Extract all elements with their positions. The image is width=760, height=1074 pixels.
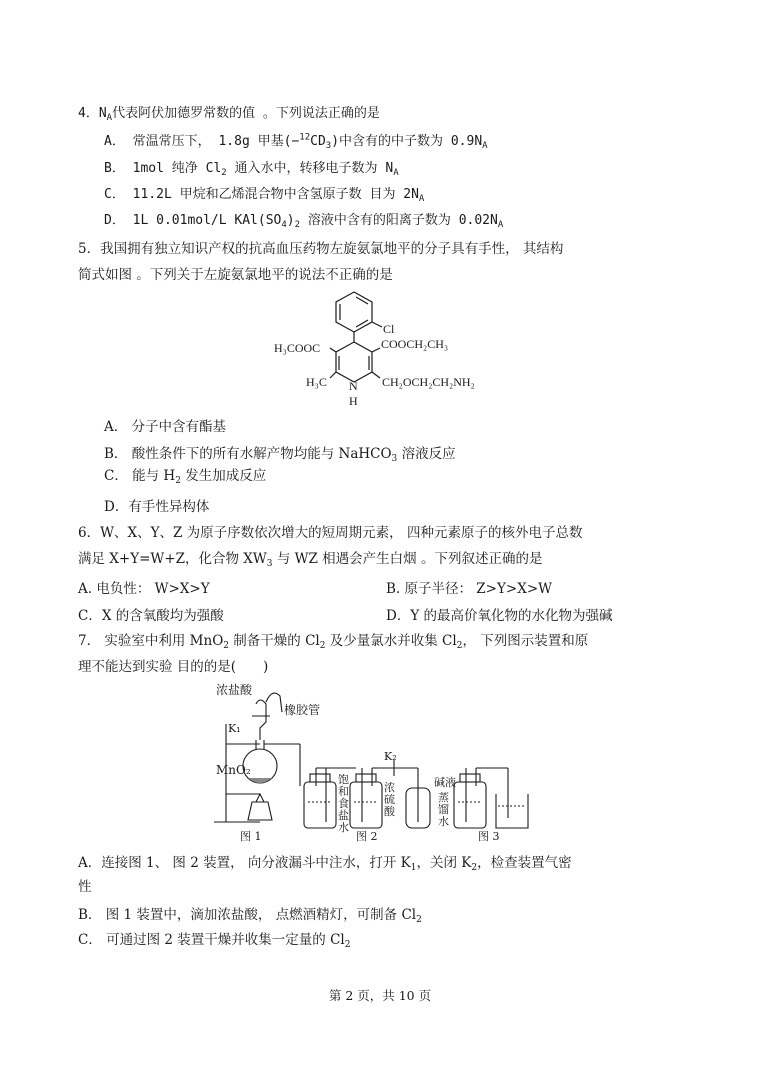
alkali-beaker [496, 794, 528, 828]
bottle-distilled-water [454, 782, 486, 828]
dihydropyridine-ring [336, 342, 372, 382]
rubber-tube-label: 橡胶管 [284, 703, 321, 717]
q4-stem: 4．$N_A$代表阿伏加德罗常数的值 。下列说法正确的是 [78, 106, 380, 123]
cl-bond [372, 322, 382, 327]
q4-option-b: B． 1mol 纯净 $Cl_2$ 通入水中，转移电子数为 $N_A$ [104, 161, 399, 178]
conc-sulfuric-label: 浓硫酸 [384, 782, 395, 818]
alkali-label: 碱液 [434, 776, 456, 789]
apparatus-figure [208, 682, 548, 846]
q6-option-d: D．Y 的最高价氧化物的水化物为强碱 [386, 608, 613, 624]
q6-option-b: B. 原子半径： Z>Y>X>W [386, 581, 553, 597]
bottle-saturated-salt [304, 782, 336, 828]
saturated-salt-label: 饱和食盐水 [338, 774, 349, 834]
q5-option-c: C． 能与 $H_2$ 发生加成反应 [104, 468, 267, 486]
q7-option-c: C． 可通过图 2 装置干燥并收集一定量的 $Cl_2$ [78, 932, 351, 950]
left-ester-label: H₃COOC [274, 341, 321, 355]
conc-hcl-label: 浓盐酸 [216, 683, 253, 697]
right-ester-label: COOCH₂CH₃ [381, 337, 449, 351]
q5-stem-line1: 5．我国拥有独立知识产权的抗高血压药物左旋氨氯地平的分子具有手性， 其结构 [78, 241, 564, 257]
distilled-water-label: 蒸馏水 [438, 792, 449, 828]
n-label: N [349, 379, 358, 393]
q4-option-c: C． 11.2L 甲烷和乙烯混合物中含氢原子数 目为 $2N_A$ [104, 187, 425, 204]
alcohol-lamp [248, 802, 272, 820]
mno2-label: MnO₂ [216, 763, 251, 777]
q4-option-a: A． 常温常压下， 1.8g 甲基$(-^{12}CD_3)$中含有的中子数为 $0.9N_A$ [104, 132, 488, 151]
h-label: H [349, 394, 358, 408]
separatory-funnel [256, 700, 266, 740]
q7-stem-line1: 7． 实验室中利用 MnO$_2$ 制备干燥的 $Cl_2$ 及少量氯水并收集 $Cl_2$， 下列图示装置和原 [78, 633, 589, 651]
q5-option-a: A． 分子中含有酯基 [104, 419, 227, 435]
q5-option-b: B． 酸性条件下的所有水解产物均能与 NaHCO$_3$ 溶液反应 [104, 446, 456, 464]
q7-option-a-line2: 性 [78, 879, 92, 895]
q7-option-b: B． 图 1 装置中，滴加浓盐酸， 点燃酒精灯，可制备 $Cl_2$ [78, 907, 422, 925]
benzene-ring [336, 292, 372, 332]
side-chain-label: CH₂OCH₂CH₂NH₂ [382, 375, 475, 389]
rubber-tube [266, 693, 282, 712]
page-footer: 第 2 页，共 10 页 [328, 988, 432, 1003]
fig3-caption: 图 3 [478, 830, 500, 843]
q7-stem-line2: 理不能达到实验 目的的是( ) [78, 659, 269, 675]
amlodipine-structure [268, 286, 498, 410]
q6-option-a: A. 电负性： W>X>Y [78, 581, 210, 597]
methyl-label: H₃C [306, 375, 327, 389]
k1-label: K₁ [228, 722, 241, 735]
q5-stem-line2: 简式如图 。下列关于左旋氨氯地平的说法不正确的是 [78, 267, 393, 283]
q4-option-d: D． 1L 0.01mol/L $KAl(SO_4)_2$ 溶液中含有的阳离子数为 $0.02N_A$ [104, 213, 504, 230]
q5-option-d: D．有手性异构体 [104, 499, 210, 515]
q7-option-a-line1: A．连接图 1、 图 2 装置， 向分液漏斗中注水，打开 $K_1$，关闭 $K_2$，检查装置气密 [78, 855, 572, 873]
bottle-conc-sulfuric [350, 782, 382, 828]
k2-label: K₂ [384, 750, 397, 763]
q6-stem-line1: 6．W、X、Y、Z 为原子序数依次增大的短周期元素， 四种元素原子的核外电子总数 [78, 525, 583, 541]
fig1-caption: 图 1 [240, 830, 262, 843]
q6-stem-line2: 满足 X+Y=W+Z，化合物 $XW_3$ 与 WZ 相遇会产生白烟 。下列叙述正确的是 [78, 551, 543, 569]
cl-label: Cl [383, 322, 395, 336]
fig2-caption: 图 2 [356, 830, 378, 843]
q6-option-c: C．X 的含氧酸均为强酸 [78, 608, 224, 624]
